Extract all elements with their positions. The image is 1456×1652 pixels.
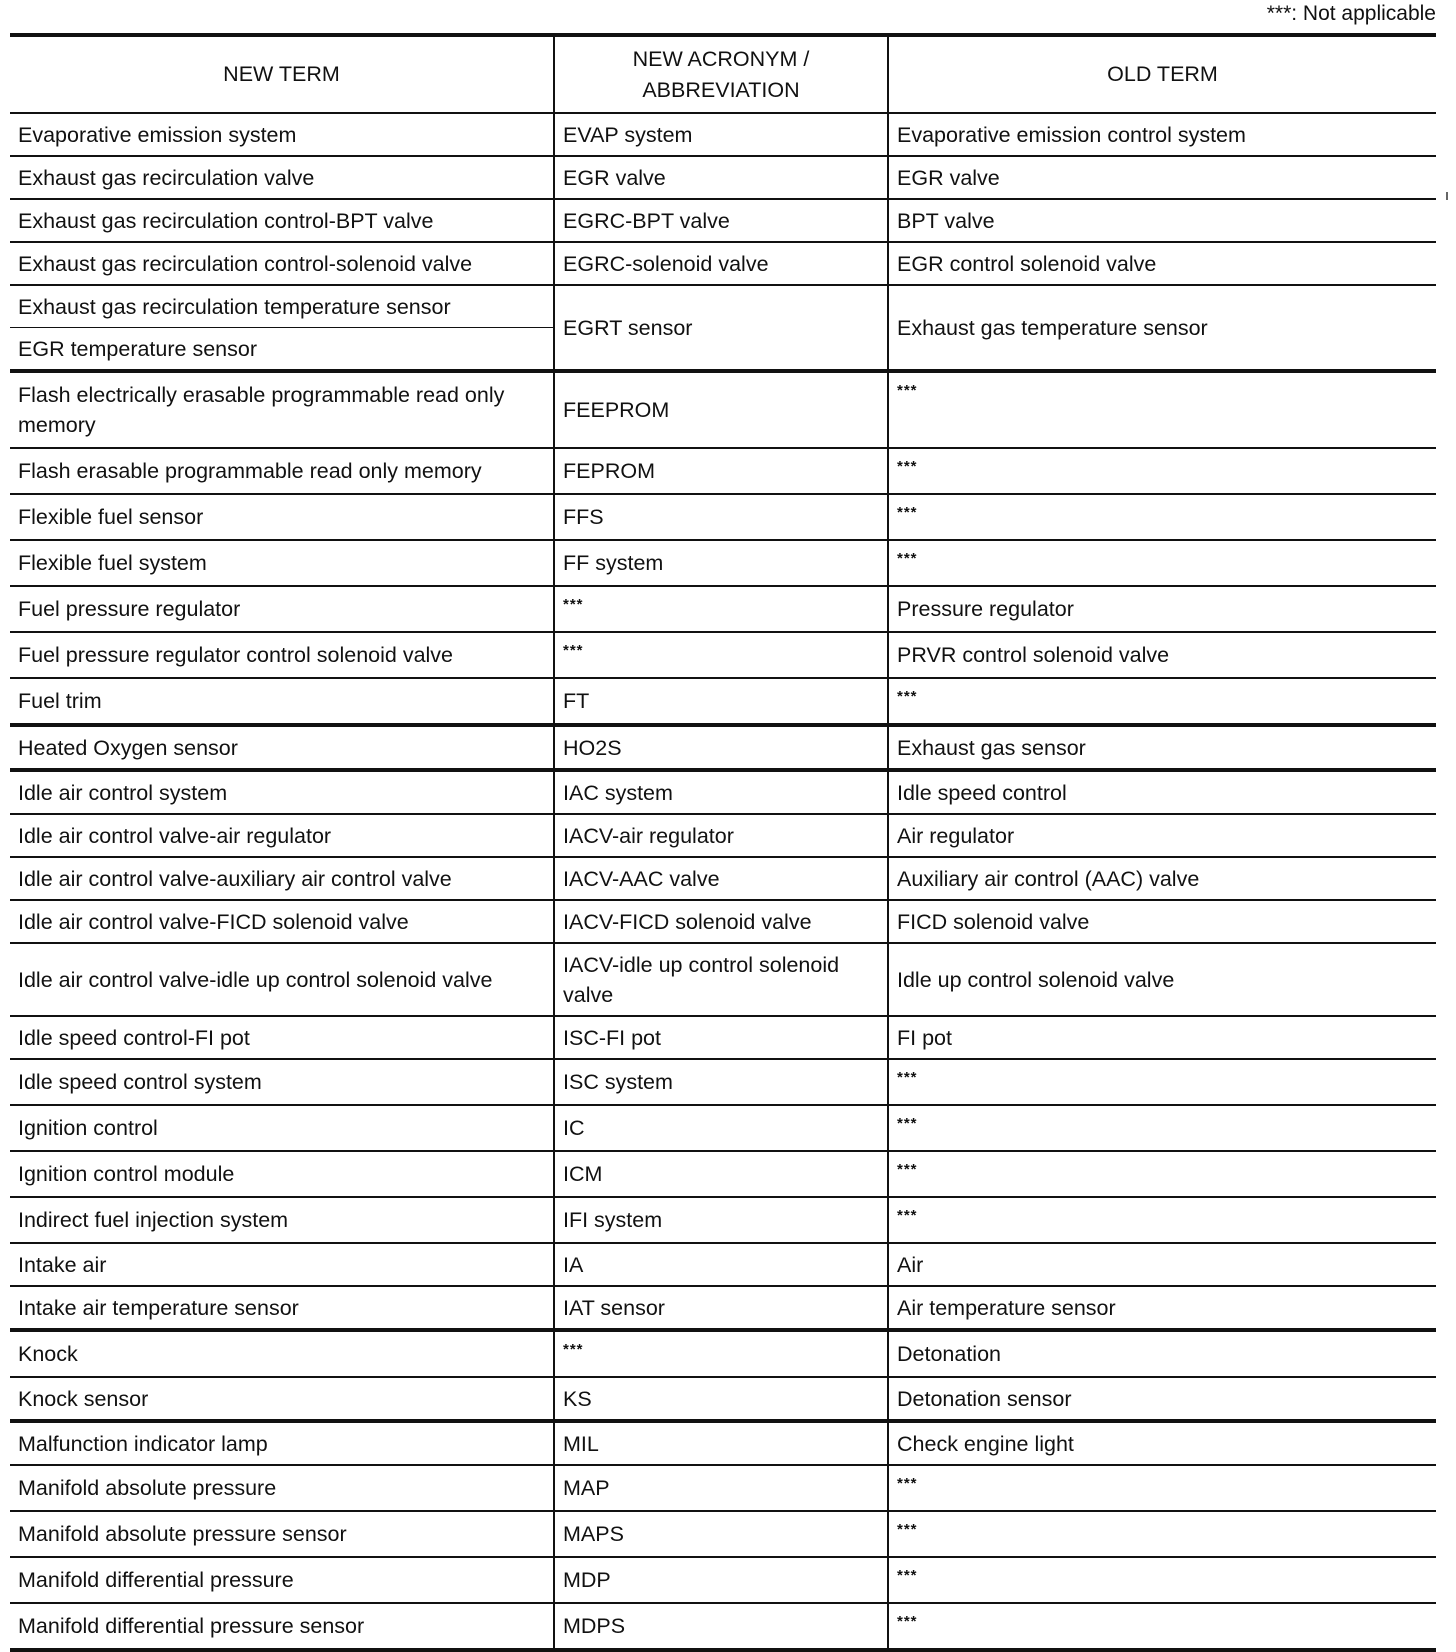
new-term-cell: Knock sensor xyxy=(10,1377,554,1421)
old-term-cell: EGR control solenoid valve xyxy=(888,242,1436,285)
table-row xyxy=(10,1243,1436,1286)
old-term-cell: Pressure regulator xyxy=(888,586,1436,632)
acronym-cell: *** xyxy=(554,1330,888,1377)
new-term-cell: Ignition control module xyxy=(10,1151,554,1197)
old-term-cell: Exhaust gas temperature sensor xyxy=(888,285,1436,371)
old-term-cell: *** xyxy=(888,1151,1436,1197)
new-term-cell: Flexible fuel system xyxy=(10,540,554,586)
new-term-cell: Exhaust gas recirculation control-solenoid valve xyxy=(10,242,554,285)
table-row xyxy=(10,1286,1436,1330)
margin-mark xyxy=(1446,192,1448,200)
old-term-cell: Check engine light xyxy=(888,1421,1436,1465)
new-term-cell: Idle air control system xyxy=(10,770,554,814)
table-row xyxy=(10,494,1436,540)
table-row xyxy=(10,1016,1436,1059)
table-row xyxy=(10,1421,1436,1465)
old-term-cell: *** xyxy=(888,1511,1436,1557)
old-term-cell: Air xyxy=(888,1243,1436,1286)
acronym-cell: FEEPROM xyxy=(554,371,888,448)
old-term-cell: *** xyxy=(888,1197,1436,1243)
old-term-cell: *** xyxy=(888,1059,1436,1105)
acronym-cell: MIL xyxy=(554,1421,888,1465)
old-term-cell: Air regulator xyxy=(888,814,1436,857)
table-row xyxy=(10,943,1436,1016)
acronym-cell: MAPS xyxy=(554,1511,888,1557)
table-row xyxy=(10,156,1436,199)
table-row xyxy=(10,770,1436,814)
new-term-cell: Exhaust gas recirculation temperature sensor xyxy=(10,285,554,328)
new-term-cell: Indirect fuel injection system xyxy=(10,1197,554,1243)
acronym-cell: KS xyxy=(554,1377,888,1421)
table-row xyxy=(10,586,1436,632)
old-term-cell: *** xyxy=(888,448,1436,494)
old-term-cell: Exhaust gas sensor xyxy=(888,725,1436,770)
new-term-cell: Flexible fuel sensor xyxy=(10,494,554,540)
acronym-cell: HO2S xyxy=(554,725,888,770)
new-term-cell-alt: EGR temperature sensor xyxy=(10,328,554,372)
new-term-cell: Idle air control valve-auxiliary air control valve xyxy=(10,857,554,900)
acronym-cell: IA xyxy=(554,1243,888,1286)
header-new-acronym-line1: NEW ACRONYM / xyxy=(632,46,810,71)
acronym-cell: EVAP system xyxy=(554,113,888,156)
acronym-cell: IAT sensor xyxy=(554,1286,888,1330)
new-term-cell: Fuel trim xyxy=(10,678,554,725)
acronym-cell: FT xyxy=(554,678,888,725)
table-row xyxy=(10,1151,1436,1197)
old-term-cell: *** xyxy=(888,540,1436,586)
new-term-cell: Idle air control valve-air regulator xyxy=(10,814,554,857)
table-row xyxy=(10,1511,1436,1557)
header-old-term: OLD TERM xyxy=(888,35,1436,113)
acronym-cell: IACV-FICD solenoid valve xyxy=(554,900,888,943)
old-term-cell: *** xyxy=(888,371,1436,448)
table-row xyxy=(10,1330,1436,1377)
old-term-cell: Idle speed control xyxy=(888,770,1436,814)
table-row xyxy=(10,371,1436,448)
table-row xyxy=(10,1465,1436,1511)
table-row xyxy=(10,448,1436,494)
new-term-cell: Fuel pressure regulator control solenoid valve xyxy=(10,632,554,678)
acronym-cell: EGRC-BPT valve xyxy=(554,199,888,242)
new-term-cell: Manifold absolute pressure sensor xyxy=(10,1511,554,1557)
acronym-cell: ISC system xyxy=(554,1059,888,1105)
terminology-table xyxy=(10,33,1436,1652)
old-term-cell: Detonation xyxy=(888,1330,1436,1377)
table-row xyxy=(10,900,1436,943)
acronym-cell: IACV-AAC valve xyxy=(554,857,888,900)
new-term-cell: Idle speed control system xyxy=(10,1059,554,1105)
table-row xyxy=(10,857,1436,900)
acronym-cell: IAC system xyxy=(554,770,888,814)
new-term-cell: Heated Oxygen sensor xyxy=(10,725,554,770)
acronym-cell: FF system xyxy=(554,540,888,586)
new-term-cell: Ignition control xyxy=(10,1105,554,1151)
new-term-cell: Flash electrically erasable programmable read only memory xyxy=(10,371,554,448)
header-new-term: NEW TERM xyxy=(10,35,554,113)
old-term-cell: *** xyxy=(888,1557,1436,1603)
header-new-acronym-line2: ABBREVIATION xyxy=(642,77,800,102)
new-term-cell: Intake air xyxy=(10,1243,554,1286)
not-applicable-note: ***: Not applicable xyxy=(1266,2,1436,25)
acronym-cell: EGRT sensor xyxy=(554,285,888,371)
old-term-cell: Auxiliary air control (AAC) valve xyxy=(888,857,1436,900)
table-row xyxy=(10,814,1436,857)
old-term-cell: Detonation sensor xyxy=(888,1377,1436,1421)
table-row xyxy=(10,632,1436,678)
header-row xyxy=(10,35,1436,113)
old-term-cell: FICD solenoid valve xyxy=(888,900,1436,943)
old-term-cell: Idle up control solenoid valve xyxy=(888,943,1436,1016)
new-term-cell: Manifold absolute pressure xyxy=(10,1465,554,1511)
new-term-cell: Flash erasable programmable read only memory xyxy=(10,448,554,494)
acronym-cell: IFI system xyxy=(554,1197,888,1243)
new-term-cell: Manifold differential pressure sensor xyxy=(10,1603,554,1650)
table-row xyxy=(10,242,1436,285)
new-term-cell: Evaporative emission system xyxy=(10,113,554,156)
table-row xyxy=(10,725,1436,770)
old-term-cell: *** xyxy=(888,1105,1436,1151)
acronym-cell: ISC-FI pot xyxy=(554,1016,888,1059)
acronym-cell: MAP xyxy=(554,1465,888,1511)
old-term-cell: FI pot xyxy=(888,1016,1436,1059)
table-row xyxy=(10,113,1436,156)
header-new-acronym xyxy=(554,35,888,113)
table-row xyxy=(10,199,1436,242)
new-term-cell: Idle speed control-FI pot xyxy=(10,1016,554,1059)
old-term-cell: PRVR control solenoid valve xyxy=(888,632,1436,678)
new-term-cell: Knock xyxy=(10,1330,554,1377)
new-term-cell: Malfunction indicator lamp xyxy=(10,1421,554,1465)
table-row xyxy=(10,285,1436,328)
acronym-cell: EGRC-solenoid valve xyxy=(554,242,888,285)
table-row xyxy=(10,1105,1436,1151)
acronym-cell: ICM xyxy=(554,1151,888,1197)
old-term-cell: EGR valve xyxy=(888,156,1436,199)
acronym-cell: IACV-idle up control solenoid valve xyxy=(554,943,888,1016)
new-term-cell: Intake air temperature sensor xyxy=(10,1286,554,1330)
old-term-cell: *** xyxy=(888,494,1436,540)
acronym-cell: *** xyxy=(554,632,888,678)
new-term-cell: Idle air control valve-FICD solenoid valve xyxy=(10,900,554,943)
table-row xyxy=(10,678,1436,725)
new-term-cell: Exhaust gas recirculation valve xyxy=(10,156,554,199)
old-term-cell: BPT valve xyxy=(888,199,1436,242)
table-row xyxy=(10,1059,1436,1105)
old-term-cell: *** xyxy=(888,678,1436,725)
new-term-cell: Idle air control valve-idle up control solenoid valve xyxy=(10,943,554,1016)
acronym-cell: FEPROM xyxy=(554,448,888,494)
acronym-cell: EGR valve xyxy=(554,156,888,199)
acronym-cell: IC xyxy=(554,1105,888,1151)
new-term-cell: Manifold differential pressure xyxy=(10,1557,554,1603)
table-row xyxy=(10,1603,1436,1650)
table-row xyxy=(10,1557,1436,1603)
old-term-cell: *** xyxy=(888,1465,1436,1511)
acronym-cell: FFS xyxy=(554,494,888,540)
table-row xyxy=(10,1377,1436,1421)
old-term-cell: Air temperature sensor xyxy=(888,1286,1436,1330)
acronym-cell: MDP xyxy=(554,1557,888,1603)
new-term-cell: Fuel pressure regulator xyxy=(10,586,554,632)
new-term-cell: Exhaust gas recirculation control-BPT valve xyxy=(10,199,554,242)
table-row xyxy=(10,1197,1436,1243)
acronym-cell: *** xyxy=(554,586,888,632)
acronym-cell: MDPS xyxy=(554,1603,888,1650)
acronym-cell: IACV-air regulator xyxy=(554,814,888,857)
table-row xyxy=(10,540,1436,586)
old-term-cell: Evaporative emission control system xyxy=(888,113,1436,156)
old-term-cell: *** xyxy=(888,1603,1436,1650)
